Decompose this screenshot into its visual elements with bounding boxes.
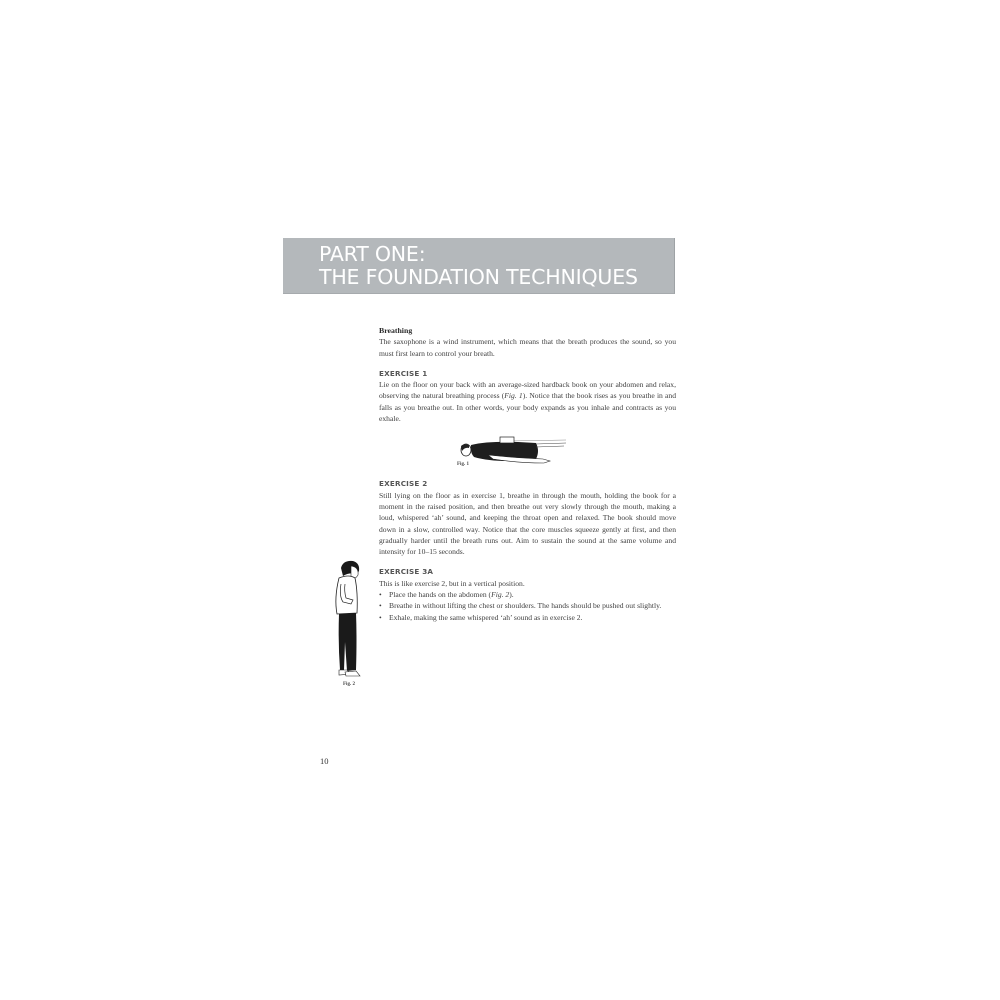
part-title-line-1: PART ONE:: [319, 242, 426, 266]
page-number: 10: [320, 756, 329, 766]
figure-1-caption: Fig. 1: [457, 462, 469, 467]
figure-2: [325, 558, 375, 693]
exercise-2-text: Still lying on the floor as in exercise 1, breathe in through the mouth, holding the book for a moment in the raised position, and then breathe out very slowly through the mouth, making a loud, whispered ‘ah’ sound, and keeping the throat open and relaxed. The book should move down in a slow, controlled way. Notice that the core muscles squeeze gently at first, and then gradually harder until the breath runs out. Aim to sustain the sound at the same volume and intensity for 10–15 seconds.: [379, 490, 676, 557]
section-heading: Breathing: [379, 326, 413, 335]
figure-reference: Fig. 2: [491, 590, 510, 600]
list-item: • Place the hands on the abdomen (Fig. 2).: [379, 589, 676, 600]
lying-person-icon: [448, 433, 573, 473]
part-title: [319, 243, 638, 288]
figure-reference: Fig. 1: [504, 391, 523, 401]
exercise-3a-intro: This is like exercise 2, but in a vertical position.: [379, 578, 525, 588]
list-item: • Breathe in without lifting the chest or shoulders. The hands should be pushed out slightly.: [379, 600, 676, 611]
exercise-1-label: EXERCISE 1: [379, 368, 428, 378]
exercise-1-text: Lie on the floor on your back with an average-sized hardback book on your abdomen and relax, observing the natural breathing process (Fig. 1). Notice that the book rises as you breathe in and falls as you breathe out. In other words, your body expands as you inhale and contracts as you exhale.: [379, 380, 677, 424]
exercise-3a-label: EXERCISE 3A: [379, 567, 434, 577]
list-item: • Exhale, making the same whispered ‘ah’ sound as in exercise 2.: [379, 612, 676, 623]
standing-person-icon: [325, 558, 375, 683]
section-intro: The saxophone is a wind instrument, which means that the breath produces the sound, so you must first learn to control your breath.: [379, 337, 676, 358]
figure-1: [448, 433, 573, 473]
body-text-column: [379, 325, 676, 623]
figure-2-caption: Fig. 2: [343, 682, 355, 687]
part-title-banner: [283, 238, 675, 294]
exercise-2-label: EXERCISE 2: [379, 479, 428, 489]
exercise-3a-steps: [379, 589, 676, 623]
part-title-line-2: THE FOUNDATION TECHNIQUES: [319, 264, 638, 289]
